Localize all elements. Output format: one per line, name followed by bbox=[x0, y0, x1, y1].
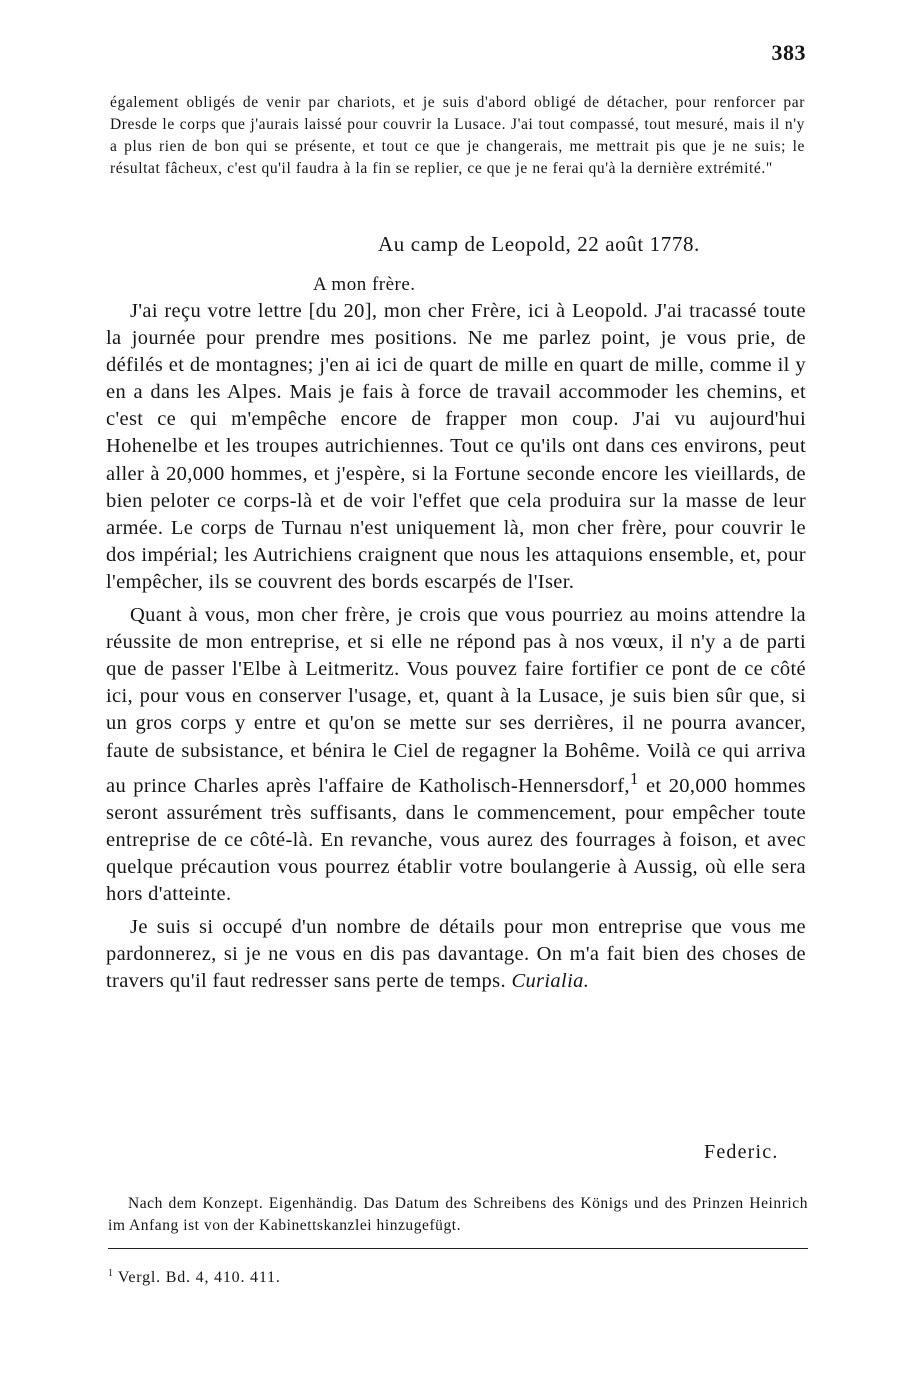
letter-paragraph-3-text: Je suis si occupé d'un nombre de détails pour mon entreprise que vous me pardonnerez, si je ne vous en dis pas davantage. On m'a fait bien des choses de travers qu'il faut redresser sans perte de temps. bbox=[106, 915, 806, 993]
footnote-marker: 1 bbox=[108, 1268, 114, 1279]
footnote-reference: 1 bbox=[629, 768, 639, 788]
letter-paragraph-2-end: et 20,000 hommes seront assurément très suffisants, dans le commencement, pour empêcher toute entreprise de ce côté-là. En revanche, vous aurez des fourrages à foison, et avec quelque précaution vous pourrez établir votre boulangerie à Aussig, où elle sera hors d'atteinte. bbox=[106, 774, 806, 905]
letter-signature: Federic. bbox=[704, 1141, 779, 1163]
letter-paragraph-2-start: Quant à vous, mon cher frère, je crois que vous pourriez au moins attendre la réussite de mon entreprise, et si elle ne répond pas à nos vœux, il n'y a de parti que de passer l'Elbe à Leitmeritz. Vous pouvez faire fortifier ce pont de ce côté ici, pour vous en conserver l'usage, et, quant à la Lusace, je suis bien sûr que, si un gros corps y entre et qu'on se mette sur ses derrières, il ne pourra avancer, faute de subsistance, et bénira le Ciel de regagner la Bohême. Voilà ce qui arriva au prince Charles après l'affaire de Katholisch-Hennersdorf, bbox=[106, 604, 806, 797]
page-number: 383 bbox=[771, 40, 806, 65]
quoted-passage-continuation: également obligés de venir par chariots, et je suis d'abord obligé de détacher, pour renforcer par Dresde le corps que j'aurais laissé pour couvrir la Lusace. J'ai tout compassé, tout mesuré, mais il n'y a plus rien de bon qui se présente, et tout ce que je changerais, me mettrait pis que je ne suis; le résultat fâcheux, c'est qu'il faudra à la fin se replier, ce que je ne ferai qu'à la dernière extrémité." bbox=[110, 94, 805, 177]
footnote bbox=[108, 1268, 281, 1287]
letter-dateline: Au camp de Leopold, 22 août 1778. bbox=[378, 232, 700, 256]
letter-paragraph-3 bbox=[106, 914, 806, 995]
letter-paragraph-2 bbox=[106, 602, 806, 908]
closing-word: Curialia. bbox=[511, 970, 590, 993]
letter-body bbox=[106, 298, 806, 995]
letter-paragraph-1: J'ai reçu votre lettre [du 20], mon cher Frère, ici à Leopold. J'ai tracassé toute la journée pour prendre mes positions. Ne me parlez point, je vous prie, de défilés et de montagnes; j'en ai ici de quart de mille en quart de mille, comme il y en a dans les Alpes. Mais je fais à force de travail accommoder les chemins, et c'est ce qui m'empêche encore de frapper mon coup. J'ai vu aujourd'hui Hohenelbe et les troupes autrichiennes. Tout ce qu'ils ont dans ces environs, peut aller à 20,000 hommes, et j'espère, si la Fortune seconde encore les vieillards, de bien peloter ce corps-là et de voir l'effet que cela produira sur la masse de leur armée. Le corps de Turnau n'est uniquement là, mon cher frère, pour couvrir le dos impérial; les Autrichiens craignent que nous les attaquions ensemble, et, pour l'empêcher, ils se couvrent des bords escarpés de l'Iser. bbox=[106, 300, 806, 593]
footnote-text: Vergl. Bd. 4, 410. 411. bbox=[117, 1269, 281, 1286]
editorial-note: Nach dem Konzept. Eigenhändig. Das Datum des Schreibens des Königs und des Prinzen Heinrich im Anfang ist von der Kabinettskanzlei hinzugefügt. bbox=[108, 1195, 808, 1234]
letter-salutation: A mon frère. bbox=[313, 274, 416, 295]
footnote-divider bbox=[108, 1248, 808, 1249]
